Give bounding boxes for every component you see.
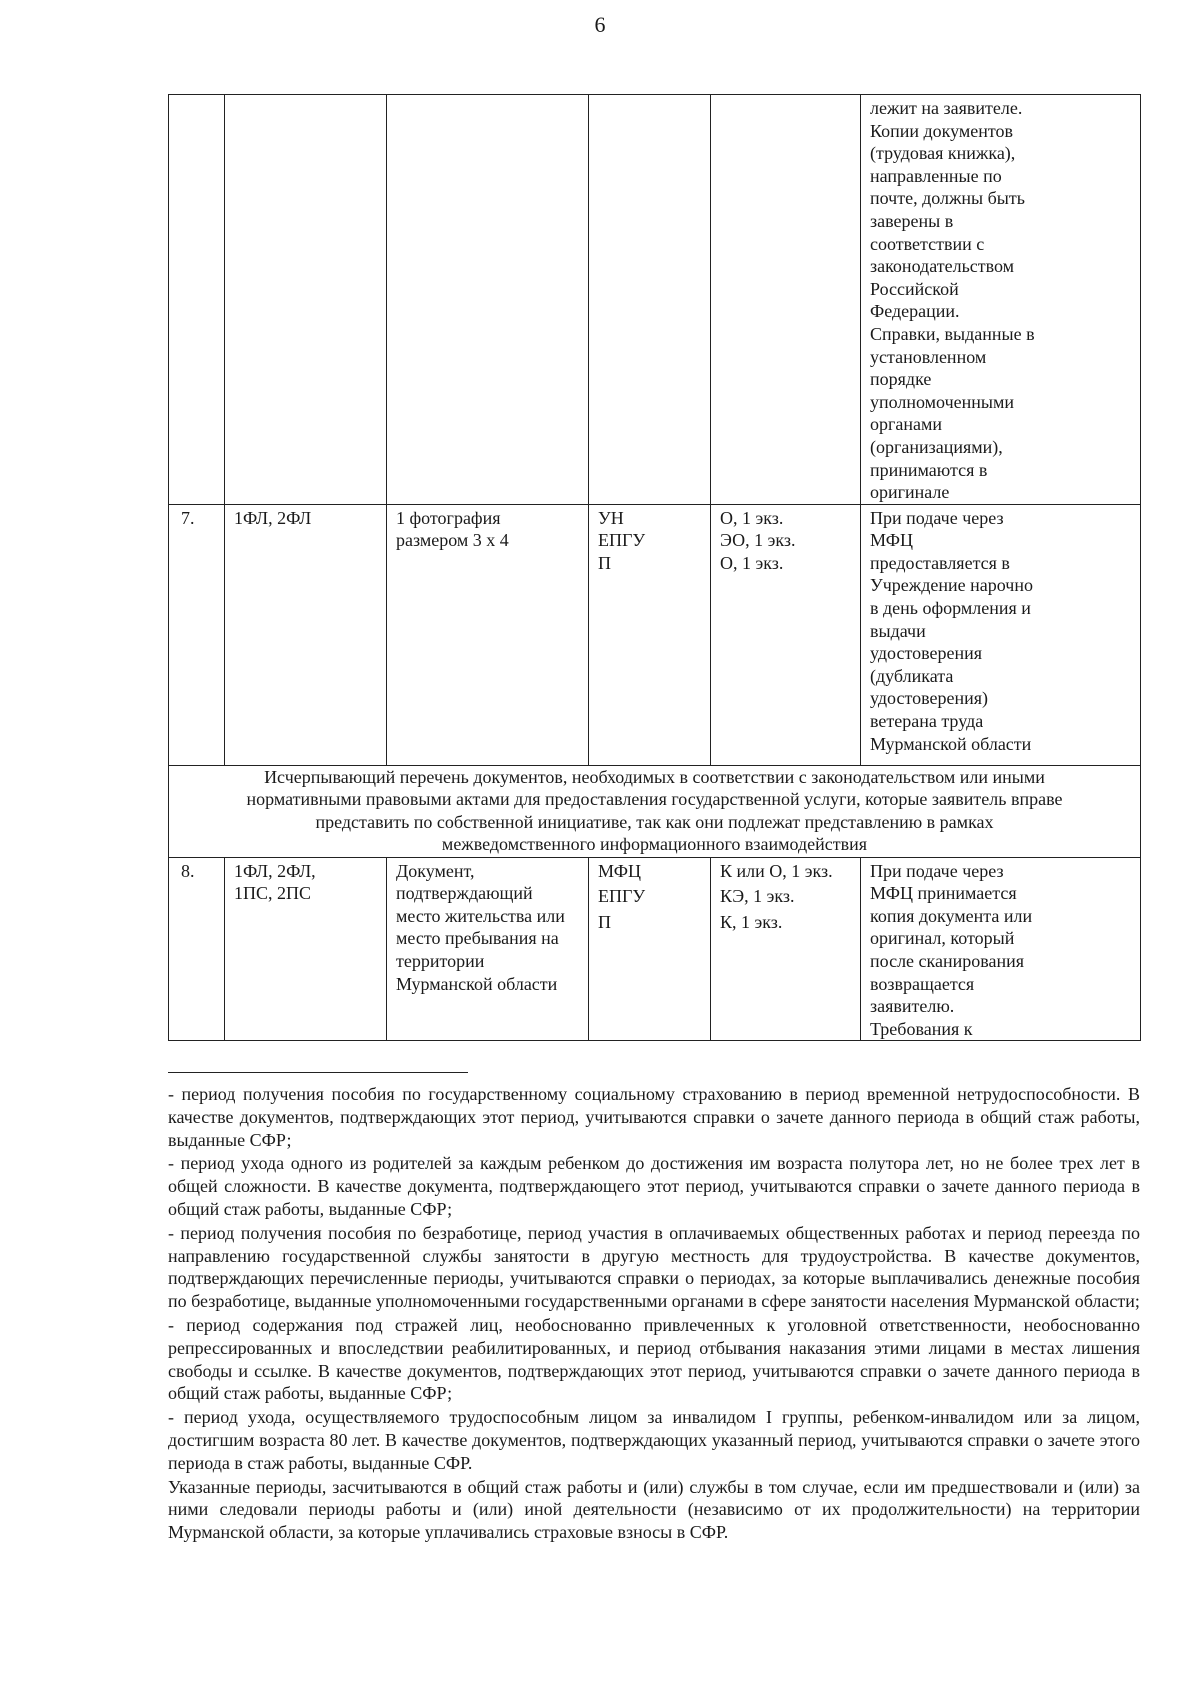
channel-line: ЕПГУ [598,886,646,907]
cell-applicants [225,857,387,1041]
note-line: Учреждение нарочно [870,575,1033,596]
applicants-line: 1ФЛ, 2ФЛ, [234,860,316,881]
channel-line: ЕПГУ [598,530,646,551]
cell-num: 7. [169,504,225,765]
cell-channel [589,857,711,1041]
note-line: установленном [870,346,987,367]
cell-form [711,504,861,765]
cell-num [169,95,225,505]
note-line: Федерации. [870,301,960,322]
note-line: оригинале [870,482,950,503]
section-header-line: Исчерпывающий перечень документов, необходимых в соответствии с законодательством или иными [264,766,1045,787]
section-header-line: нормативными правовыми актами для предоставления государственной услуги, которые заявитель вправе [246,789,1063,810]
note-line: удостоверения [870,643,983,664]
table-section-header-row [169,765,1141,857]
page-number: 6 [594,12,606,37]
note-line: возвращается [870,973,975,994]
table-row-continued [169,95,1141,505]
note-line: уполномоченными [870,391,1015,412]
cell-channel [589,95,711,505]
footnote-paragraph: - период ухода одного из родителей за каждым ребенком до достижения им возраста полутора лет, но не более трех лет в общей сложности. В качестве документа, подтверждающего этот период, учитываются справки о зачете данного периода в общий стаж работы, выданные СФР; [168,1153,1140,1219]
cell-document [387,504,589,765]
note-line: соответствии с [870,233,985,254]
cell-document [387,857,589,1041]
cell-form [711,857,861,1041]
note-line: почте, должны быть [870,188,1025,209]
document-line: Мурманской области [396,973,558,994]
footnote-paragraph: - период ухода, осуществляемого трудоспособным лицом за инвалидом I группы, ребенком-инвалидом или за лицом, достигшим возраста 80 лет. В качестве документов, подтверждающих указанный период, учитываются справки о зачете этого периода в стаж работы, выданные СФР. [168,1407,1140,1473]
note-line: (дубликата [870,665,954,686]
form-line: ЭО, 1 экз. [720,530,796,551]
channel-line: УН [598,507,624,528]
note-line: МФЦ принимается [870,883,1017,904]
note-line: копия документа или [870,905,1033,926]
document-line: размером 3 х 4 [396,530,509,551]
footnotes [168,1083,1140,1544]
section-header [169,765,1141,857]
table-row-8 [169,857,1141,1041]
note-line: (трудовая книжка), [870,143,1016,164]
footnote-paragraph: - период получения пособия по безработице, период участия в оплачиваемых общественных работах и период переезда по направлению государственной службы занятости в другую местность для трудоустройства. В качестве документов, подтверждающих перечисленные периоды, учитываются справки о периодах, за которые выплачивались денежные пособия по безработице, выданные уполномоченными государственными органами в сфере занятости населения Мурманской области; [168,1222,1140,1312]
document-line: территории [396,951,485,972]
document-line: подтверждающий [396,883,533,904]
cell-applicants: 1ФЛ, 2ФЛ [225,504,387,765]
footnote-paragraph: - период получения пособия по государственному социальному страхованию в период временной нетрудоспособности. В качестве документов, подтверждающих этот период, учитываются справки о зачете данного периода в общий стаж работы, выданные СФР; [168,1084,1140,1150]
note-line: удостоверения) [870,688,989,709]
documents-table [168,94,1141,1041]
note-line: При подаче через [870,507,1004,528]
note-line: в день оформления и [870,598,1031,619]
form-line: КЭ, 1 экз. [720,886,795,907]
cell-channel [589,504,711,765]
footnote-divider [168,1072,468,1073]
note-line: При подаче через [870,860,1004,881]
note-line: лежит на заявителе. [870,98,1023,118]
note-line: порядке [870,369,932,390]
cell-note [861,857,1141,1041]
note-line: (организациями), [870,436,1003,457]
note-line: Российской [870,278,959,299]
cell-form [711,95,861,505]
applicants-line: 1ПС, 2ПС [234,883,312,904]
note-line: Справки, выданные в [870,323,1035,344]
cell-applicants [225,95,387,505]
channel-line: П [598,552,611,573]
footnote-paragraph: Указанные периоды, засчитываются в общий стаж работы и (или) службы в том случае, если им предшествовали и (или) за ними следовали периоды работы и (или) иной деятельности (независимо от их продолжительности) на территории Мурманской области, за которые уплачивались страховые взносы в СФР. [168,1476,1140,1543]
note-line: законодательством [870,256,1015,277]
note-line: заверены в [870,210,954,231]
cell-document [387,95,589,505]
cell-num: 8. [169,857,225,1041]
note-line: Требования к [870,1018,973,1039]
document-line: место жительства или [396,905,565,926]
form-line: К или О, 1 экз. [720,860,833,881]
note-line: направленные по [870,165,1002,186]
section-header-line: представить по собственной инициативе, так как они подлежат представлению в рамках [315,811,994,832]
note-line: органами [870,414,943,435]
note-line: после сканирования [870,951,1025,972]
note-line: МФЦ [870,530,913,551]
cell-note [861,95,1141,505]
cell-note [861,504,1141,765]
document-line: Документ, [396,860,475,881]
note-line: оригинал, который [870,928,1015,949]
note-line: предоставляется в [870,552,1010,573]
note-line: ветерана труда [870,711,984,732]
note-line: принимаются в [870,459,988,480]
table-row-7 [169,504,1141,765]
note-line: выдачи [870,620,926,641]
channel-line: МФЦ [598,860,641,881]
note-line: заявителю. [870,996,955,1017]
section-header-line: межведомственного информационного взаимодействия [441,834,868,855]
document-line: место пребывания на [396,928,559,949]
document-line: 1 фотография [396,507,501,528]
form-line: О, 1 экз. [720,507,784,528]
footnote-paragraph: - период содержания под стражей лиц, необоснованно привлеченных к уголовной ответственности, необоснованно репрессированных и впоследствии реабилитированных, и период отбывания наказания этими лицами в местах лишения свободы и ссылке. В качестве документов, подтверждающих этот период, учитываются справки о зачете данного периода в общий стаж работы, выданные СФР; [168,1314,1140,1404]
channel-line: П [598,911,611,932]
form-line: К, 1 экз. [720,911,783,932]
note-line: Копии документов [870,120,1014,141]
form-line: О, 1 экз. [720,552,784,573]
note-line: Мурманской области [870,733,1032,754]
